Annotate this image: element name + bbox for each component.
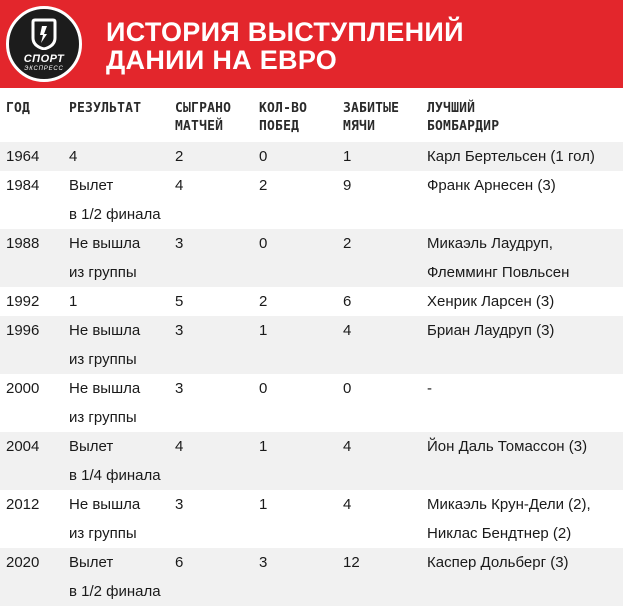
cell-goals: 4 (343, 438, 352, 455)
cell-goals: 0 (343, 380, 352, 397)
header-played: СЫГРАНО МАТЧЕЙ (175, 101, 232, 134)
table-row (0, 548, 623, 606)
cell-scorer: Каспер Дольберг (3) (427, 554, 569, 571)
cell-result: Не вышла из группы (69, 235, 141, 281)
cell-year: 1988 (6, 235, 40, 252)
cell-played: 3 (175, 235, 184, 252)
cell-scorer: Микаэль Лаудруп, Флемминг Повльсен (427, 235, 570, 281)
cell-year: 1964 (6, 148, 40, 165)
cell-wins: 2 (259, 177, 268, 194)
cell-goals: 1 (343, 148, 352, 165)
cell-played: 4 (175, 438, 184, 455)
cell-wins: 0 (259, 380, 268, 397)
table-row (0, 316, 623, 374)
header-banner (0, 0, 623, 88)
cell-scorer: Йон Даль Томассон (3) (427, 438, 588, 455)
cell-wins: 2 (259, 293, 268, 310)
table-row (0, 432, 623, 490)
cell-played: 4 (175, 177, 184, 194)
header-goals: ЗАБИТЫЕ МЯЧИ (343, 101, 400, 134)
header-year: ГОД (6, 101, 31, 116)
cell-wins: 1 (259, 322, 268, 339)
header-wins: КОЛ-ВО ПОБЕД (259, 101, 308, 134)
cell-scorer: - (427, 380, 432, 397)
table-header (0, 98, 623, 142)
cell-wins: 3 (259, 554, 268, 571)
cell-goals: 4 (343, 322, 352, 339)
cell-played: 2 (175, 148, 184, 165)
cell-goals: 12 (343, 554, 360, 571)
table-row (0, 229, 623, 287)
cell-year: 2020 (6, 554, 40, 571)
cell-goals: 6 (343, 293, 352, 310)
cell-scorer: Бриан Лаудруп (3) (427, 322, 555, 339)
cell-goals: 2 (343, 235, 352, 252)
cell-result: Вылет в 1/4 финала (69, 438, 161, 484)
cell-scorer: Франк Арнесен (3) (427, 177, 556, 194)
logo-subtitle: ЭКСПРЕСС (24, 66, 64, 72)
table-row (0, 374, 623, 432)
cell-played: 5 (175, 293, 184, 310)
table-row (0, 287, 623, 316)
cell-year: 1996 (6, 322, 40, 339)
cell-played: 3 (175, 496, 184, 513)
cell-year: 1992 (6, 293, 40, 310)
cell-result: Вылет в 1/2 финала (69, 177, 161, 223)
cell-result: Не вышла из группы (69, 322, 141, 368)
page-title (106, 18, 464, 74)
cell-result: 4 (69, 148, 78, 165)
logo-mark-icon (31, 18, 57, 50)
title-line-2: ДАНИИ НА ЕВРО (106, 45, 338, 75)
cell-goals: 9 (343, 177, 352, 194)
cell-year: 2000 (6, 380, 40, 397)
cell-year: 2012 (6, 496, 40, 513)
cell-year: 2004 (6, 438, 40, 455)
logo-name: СПОРТ (23, 53, 65, 65)
table-row (0, 142, 623, 171)
table-row (0, 490, 623, 548)
cell-wins: 1 (259, 496, 268, 513)
cell-scorer: Хенрик Ларсен (3) (427, 293, 555, 310)
header-result: РЕЗУЛЬТАТ (69, 101, 142, 116)
cell-wins: 0 (259, 148, 268, 165)
sport-express-logo (6, 6, 82, 82)
cell-goals: 4 (343, 496, 352, 513)
cell-result: Вылет в 1/2 финала (69, 554, 161, 600)
title-line-1: ИСТОРИЯ ВЫСТУПЛЕНИЙ (106, 17, 464, 47)
cell-wins: 1 (259, 438, 268, 455)
cell-result: 1 (69, 293, 78, 310)
table-row (0, 171, 623, 229)
cell-played: 3 (175, 322, 184, 339)
cell-result: Не вышла из группы (69, 380, 141, 426)
cell-wins: 0 (259, 235, 268, 252)
cell-played: 6 (175, 554, 184, 571)
cell-scorer: Микаэль Крун-Дели (2), Никлас Бендтнер (2) (427, 496, 591, 542)
cell-year: 1984 (6, 177, 40, 194)
cell-scorer: Карл Бертельсен (1 гол) (427, 148, 595, 165)
cell-played: 3 (175, 380, 184, 397)
cell-result: Не вышла из группы (69, 496, 141, 542)
header-scorer: ЛУЧШИЙ БОМБАРДИР (427, 101, 500, 134)
